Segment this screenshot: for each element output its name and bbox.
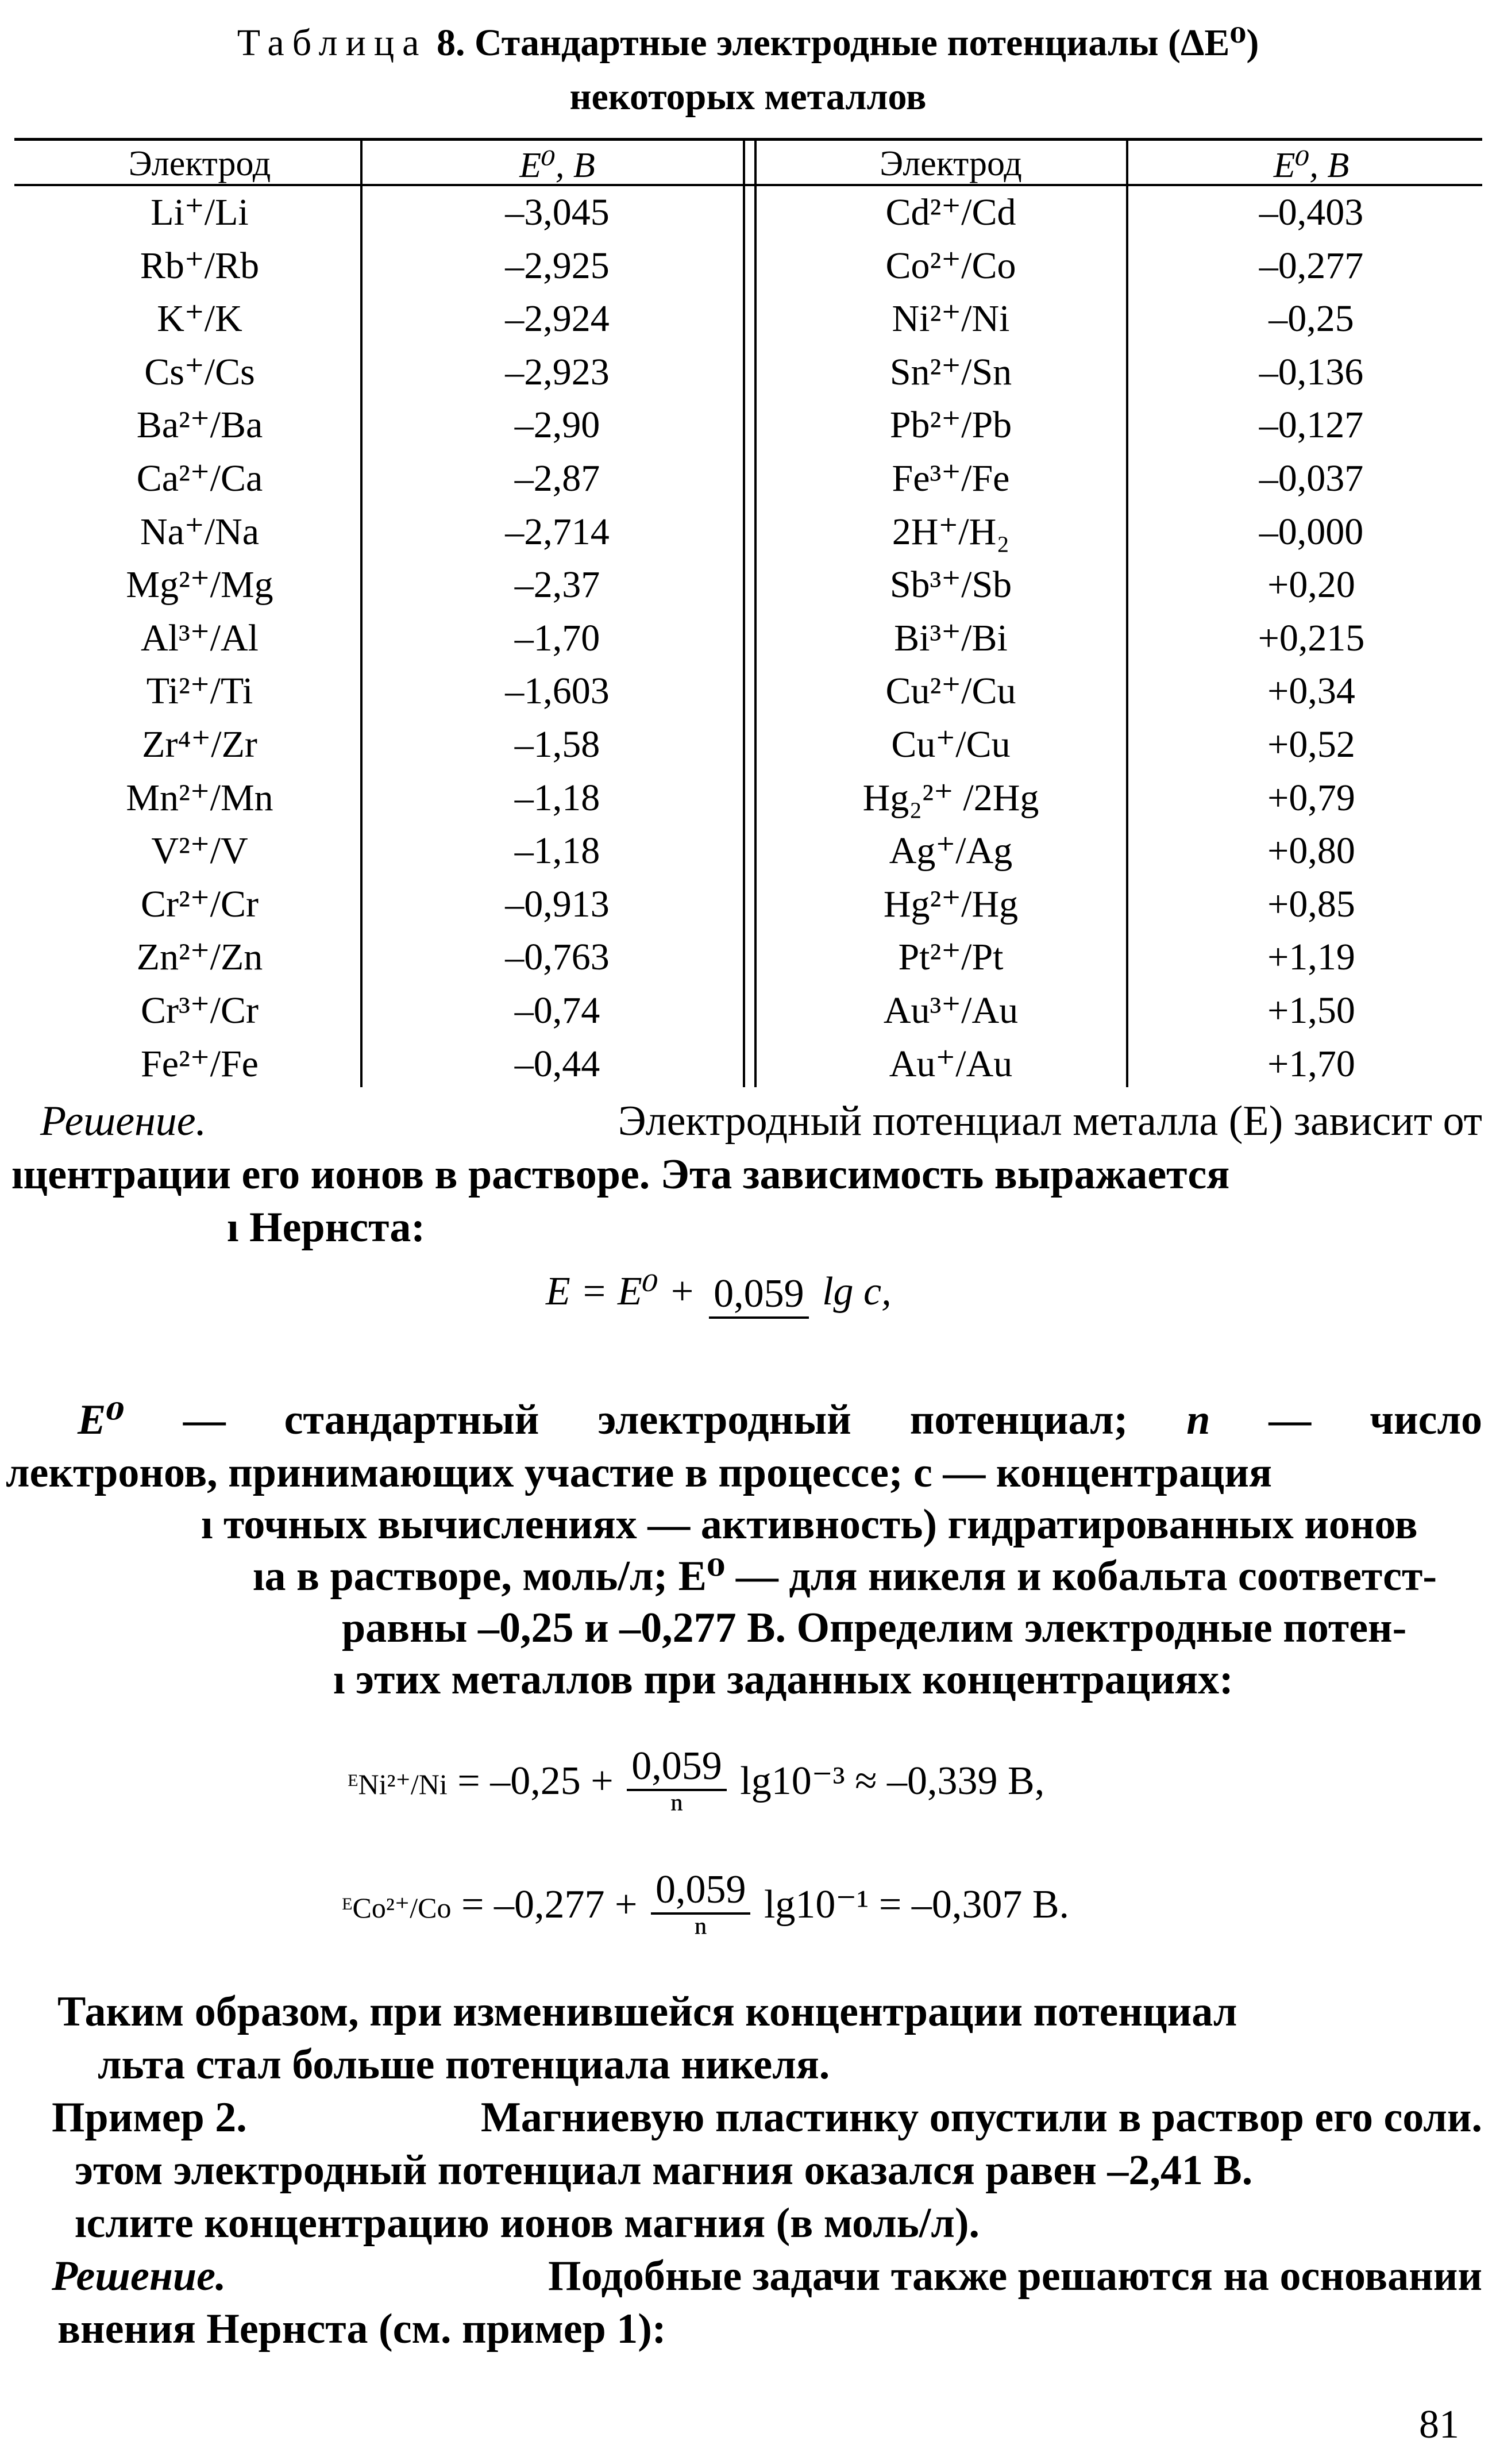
page-number: 81 — [1419, 2403, 1459, 2447]
potential-cell: +0,34 — [1267, 670, 1355, 713]
electrode-cell: Ca²⁺/Ca — [136, 457, 263, 499]
electrode-cell: Ni²⁺/Ni — [892, 298, 1010, 340]
table-row — [14, 878, 1482, 931]
potential-cell: –0,403 — [1259, 191, 1364, 233]
electrode-cell: Cu⁺/Cu — [891, 723, 1011, 765]
electrode-cell: Au⁺/Au — [889, 1042, 1013, 1085]
table-row — [14, 506, 1482, 559]
potential-cell: –0,037 — [1259, 457, 1364, 499]
table-row — [14, 612, 1482, 665]
fraction-denominator: ⁿ — [670, 1786, 684, 1830]
table-row — [14, 772, 1482, 825]
potential-cell: +0,80 — [1267, 830, 1355, 872]
electrode-cell: Zn²⁺/Zn — [136, 936, 263, 979]
solution-line — [52, 2250, 1482, 2303]
conclusion-line: льта стал больше потенциала никеля. — [98, 2041, 830, 2088]
potential-cell: +1,50 — [1267, 989, 1355, 1031]
electrode-cell: Hg²⁺/Hg — [883, 883, 1019, 925]
electrode-cell: Cr³⁺/Cr — [141, 989, 259, 1031]
table-header — [14, 140, 1482, 186]
explanation-word: число — [1370, 1396, 1482, 1443]
table-row — [14, 984, 1482, 1038]
potential-cell: –1,603 — [505, 670, 610, 713]
electrode-cell: Fe³⁺/Fe — [892, 457, 1010, 499]
electrode-cell: Pb²⁺/Pb — [889, 404, 1012, 446]
electrode-cell: Rb⁺/Rb — [140, 244, 260, 287]
electrode-cell: 2H⁺/H₂ — [892, 510, 1010, 553]
potential-cell: –2,90 — [514, 404, 600, 446]
potential-cell: –0,763 — [505, 936, 610, 979]
potential-cell: +0,79 — [1267, 776, 1355, 819]
caption-subtitle: некоторых металлов — [569, 76, 927, 118]
fraction-denominator: ⁿ — [694, 1909, 707, 1954]
electrode-cell: Li⁺/Li — [151, 191, 249, 233]
formula-lhs: E = E⁰ + — [546, 1269, 706, 1314]
header-electrode: Электрод — [128, 144, 271, 183]
electrode-cell: Sb³⁺/Sb — [889, 564, 1012, 606]
potential-cell: –2,924 — [505, 298, 610, 340]
formula-fraction — [651, 1868, 751, 1954]
formula-expression: = –0,277 + — [461, 1882, 647, 1927]
caption-label: 8. — [436, 22, 465, 64]
electrode-cell: Ba²⁺/Ba — [136, 404, 263, 446]
electrode-cell: Hg₂²⁺ /2Hg — [862, 776, 1039, 819]
table-row — [14, 825, 1482, 878]
potential-cell: –0,136 — [1259, 351, 1364, 393]
explanation-line: ı точных вычислениях — активность) гидратированных ионов — [201, 1501, 1418, 1548]
table-row — [14, 718, 1482, 772]
electrode-cell: Cs⁺/Cs — [144, 351, 255, 393]
ni-potential-equation — [348, 1744, 1045, 1830]
explanation-word: — — [183, 1396, 226, 1443]
potential-cell: –1,18 — [514, 776, 600, 819]
explanation-word: потенциал; — [909, 1396, 1128, 1443]
example-line — [52, 2091, 1482, 2144]
formula-rhs: lg c, — [822, 1269, 892, 1314]
table-row — [14, 346, 1482, 399]
formula-lhs: ᴱCo²⁺/Co — [342, 1892, 452, 1924]
table-row — [14, 240, 1482, 293]
table-row — [14, 186, 1482, 240]
electrode-cell: Ti²⁺/Ti — [146, 670, 253, 713]
solution-text: Подобные задачи также решаются на основании — [548, 2253, 1482, 2300]
solution-line: ıцентрации его ионов в растворе. Эта зависимость выражается — [11, 1151, 1230, 1198]
electrode-cell: K⁺/K — [157, 298, 242, 340]
explanation-line: ı этих металлов при заданных концентрациях: — [333, 1656, 1233, 1703]
potential-cell: –2,714 — [505, 510, 610, 553]
potential-cell: –0,127 — [1259, 404, 1364, 446]
table-row — [14, 1038, 1482, 1091]
potential-cell: +0,85 — [1267, 883, 1355, 925]
caption-title: Стандартные электродные потенциалы (ΔE⁰) — [474, 22, 1259, 64]
header-potential: E⁰, В — [1273, 146, 1350, 185]
electrode-cell: Co²⁺/Co — [885, 244, 1016, 287]
conclusion-line: Таким образом, при изменившейся концентрации потенциал — [57, 1988, 1237, 2035]
electrode-cell: Fe²⁺/Fe — [141, 1042, 259, 1085]
potential-cell: –0,25 — [1268, 298, 1354, 340]
solution-label: Решение. — [52, 2253, 226, 2300]
formula-fraction — [627, 1744, 727, 1830]
electrode-cell: Ag⁺/Ag — [889, 830, 1013, 872]
potential-cell: –1,18 — [514, 830, 600, 872]
formula-lhs: ᴱNi²⁺/Ni — [348, 1768, 448, 1801]
electrode-cell: Pt²⁺/Pt — [898, 936, 1004, 979]
potential-cell: +1,70 — [1267, 1042, 1355, 1085]
electrode-cell: Mg²⁺/Mg — [126, 564, 273, 606]
potential-cell: –0,277 — [1259, 244, 1364, 287]
header-electrode: Электрод — [880, 144, 1022, 183]
potential-cell: –2,87 — [514, 457, 600, 499]
table-row — [14, 559, 1482, 612]
potential-cell: –2,37 — [514, 564, 600, 606]
potential-cell: –1,58 — [514, 723, 600, 765]
potential-cell: +0,52 — [1267, 723, 1355, 765]
formula-expression: = –0,25 + — [457, 1759, 624, 1804]
table-body — [14, 186, 1482, 1091]
formula-rhs: lg10⁻³ ≈ –0,339 В, — [740, 1759, 1045, 1804]
electrode-cell: Cu²⁺/Cu — [885, 670, 1016, 713]
potential-cell: –0,44 — [514, 1042, 600, 1085]
potential-cell: –0,000 — [1259, 510, 1364, 553]
electrode-cell: Al³⁺/Al — [141, 617, 259, 659]
table-row — [14, 665, 1482, 718]
potential-cell: –0,74 — [514, 989, 600, 1031]
nernst-equation — [546, 1267, 892, 1319]
fraction-numerator: 0,059 — [709, 1272, 809, 1319]
explanation-word: — — [1268, 1396, 1312, 1443]
explanation-word: стандартный — [284, 1396, 539, 1443]
explanation-symbol: E⁰ — [78, 1396, 125, 1443]
explanation-line: ıa в растворе, моль/л; E⁰ — для никеля и кобальта соответст- — [253, 1553, 1437, 1600]
electrode-cell: Cd²⁺/Cd — [885, 191, 1016, 233]
electrode-cell: Sn²⁺/Sn — [889, 351, 1012, 393]
electrode-cell: Mn²⁺/Mn — [126, 776, 273, 819]
explanation-line: равны –0,25 и –0,277 В. Определим электродные потен- — [342, 1604, 1407, 1651]
solution-label: Решение. — [40, 1098, 207, 1145]
fraction-numerator: 0,059 — [627, 1744, 727, 1791]
table-row — [14, 399, 1482, 452]
electrode-cell: V²⁺/V — [151, 830, 248, 872]
table-caption — [0, 17, 1496, 69]
potential-cell: +1,19 — [1267, 936, 1355, 979]
example-line: ıслите концентрацию ионов магния (в моль/л). — [75, 2200, 980, 2247]
potential-cell: –0,913 — [505, 883, 610, 925]
caption-word: Таблица — [237, 22, 427, 64]
example-text: Магниевую пластинку опустили в раствор его соли. — [480, 2094, 1482, 2141]
formula-fraction — [709, 1272, 809, 1319]
electrode-cell: Cr²⁺/Cr — [141, 883, 259, 925]
solution-line: ı Нернста: — [227, 1204, 425, 1251]
solution-text: Электродный потенциал металла (E) зависит от — [618, 1098, 1482, 1145]
co-potential-equation — [342, 1868, 1070, 1954]
electrode-cell: Na⁺/Na — [140, 510, 260, 553]
table-row — [14, 931, 1482, 984]
example-label: Пример 2. — [52, 2094, 247, 2141]
potential-cell: –1,70 — [514, 617, 600, 659]
potential-cell: +0,20 — [1267, 564, 1355, 606]
explanation-word: электродный — [597, 1396, 851, 1443]
explanation-symbol: n — [1186, 1396, 1210, 1443]
explanation-line — [78, 1393, 1482, 1446]
fraction-numerator: 0,059 — [651, 1868, 751, 1915]
solution-line — [40, 1095, 1482, 1148]
table-row — [14, 452, 1482, 506]
electrode-cell: Bi³⁺/Bi — [894, 617, 1008, 659]
electrode-cell: Zr⁴⁺/Zr — [142, 723, 257, 765]
potential-cell: +0,215 — [1258, 617, 1365, 659]
table-row — [14, 292, 1482, 346]
explanation-line: лектронов, принимающих участие в процессе; c — концентрация — [6, 1449, 1273, 1496]
electrode-cell: Au³⁺/Au — [883, 989, 1019, 1031]
header-potential: E⁰, В — [519, 146, 595, 185]
potential-cell: –2,923 — [505, 351, 610, 393]
example-line: этом электродный потенциал магния оказался равен –2,41 В. — [75, 2147, 1253, 2194]
potential-cell: –2,925 — [505, 244, 610, 287]
solution-line: внения Нернста (см. пример 1): — [57, 2305, 666, 2353]
formula-rhs: lg10⁻¹ = –0,307 В. — [764, 1882, 1070, 1927]
potential-cell: –3,045 — [505, 191, 610, 233]
